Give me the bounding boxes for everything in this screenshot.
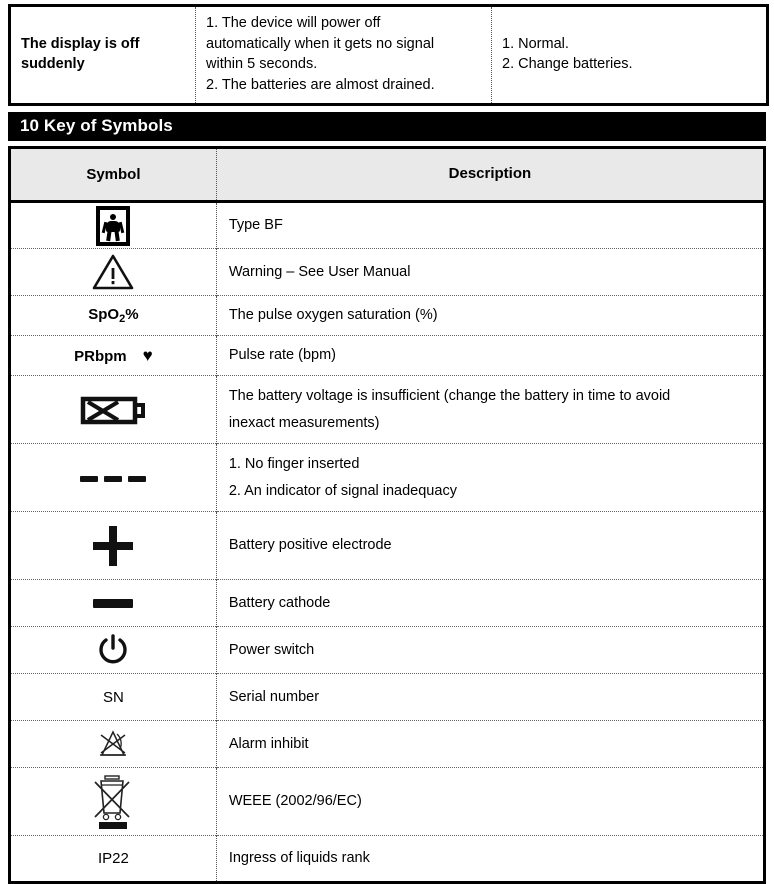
minus-bar-icon (93, 599, 133, 608)
description-line: Power switch (228, 641, 315, 658)
symbol-cell (10, 376, 217, 444)
problem-line: suddenly (21, 56, 85, 73)
troubleshooting-problem-cell (10, 6, 196, 105)
symbol-cell (10, 768, 217, 836)
serial-number-label: SN (102, 688, 124, 706)
troubleshooting-table (8, 4, 769, 106)
solution-line: 2. Change batteries. (502, 56, 633, 73)
description-line: Warning – See User Manual (228, 263, 411, 280)
alarm-inhibit-icon (95, 727, 131, 761)
power-switch-icon (96, 633, 130, 667)
description-line: Pulse rate (bpm) (228, 347, 336, 364)
table-row (10, 512, 765, 580)
description-line: 2. An indicator of signal inadequacy (228, 482, 457, 499)
table-row (10, 202, 765, 249)
description-line: The battery voltage is insufficient (change the battery in time to avoid (228, 387, 671, 404)
column-header-symbol: Symbol (10, 148, 217, 202)
ip22-label: IP22 (97, 850, 129, 868)
table-row (10, 444, 765, 512)
table-row (10, 768, 765, 836)
problem-line: The display is off (21, 35, 140, 52)
plus-icon (93, 526, 133, 566)
description-cell (216, 580, 764, 627)
table-row (10, 376, 765, 444)
description-line: WEEE (2002/96/EC) (228, 793, 362, 810)
symbol-cell (10, 580, 217, 627)
symbol-cell (10, 296, 217, 336)
description-cell (216, 249, 764, 296)
description-line: The pulse oxygen saturation (%) (228, 307, 438, 324)
battery-empty-crossed-icon (80, 393, 146, 427)
section-heading: 10 Key of Symbols (8, 112, 766, 141)
document-page (0, 4, 774, 868)
description-line: Ingress of liquids rank (228, 850, 370, 867)
symbol-cell (10, 249, 217, 296)
symbol-cell (10, 336, 217, 376)
description-cell (216, 627, 764, 674)
table-row (10, 6, 768, 105)
description-line: Alarm inhibit (228, 735, 309, 752)
symbol-cell (10, 627, 217, 674)
troubleshooting-cause-cell (196, 6, 492, 105)
description-cell (216, 674, 764, 721)
cause-line: 1. The device will power off (206, 15, 381, 31)
table-row (10, 580, 765, 627)
symbol-cell (10, 444, 217, 512)
prbpm-label: PRbpm (74, 347, 127, 365)
description-cell (216, 721, 764, 768)
spo2-suffix: % (125, 306, 139, 324)
solution-line: 1. Normal. (502, 35, 569, 52)
column-header-description: Description (216, 148, 764, 202)
description-cell (216, 336, 764, 376)
description-line: Serial number (228, 688, 320, 705)
description-cell (216, 296, 764, 336)
heart-icon: ♥ (142, 345, 153, 365)
description-cell (216, 376, 764, 444)
description-cell (216, 444, 764, 512)
description-line: Type BF (228, 217, 283, 234)
spo2-label (88, 306, 139, 326)
description-cell (216, 836, 764, 883)
table-row (10, 627, 765, 674)
table-row (10, 674, 765, 721)
description-line: 1. No finger inserted (228, 455, 360, 472)
spo2-subscript: 2 (119, 313, 126, 326)
symbol-cell (10, 674, 217, 721)
troubleshooting-solution-cell (492, 6, 768, 105)
table-row (10, 721, 765, 768)
description-line: inexact measurements) (228, 414, 380, 431)
symbol-cell (10, 836, 217, 883)
table-row (10, 296, 765, 336)
symbols-table (8, 146, 766, 884)
table-row (10, 249, 765, 296)
description-line: Battery positive electrode (228, 537, 392, 554)
warning-triangle-icon (92, 253, 134, 291)
symbol-cell (10, 202, 217, 249)
cause-line: automatically when it gets no signal (206, 35, 435, 52)
symbol-cell (10, 721, 217, 768)
cause-line: within 5 seconds. (206, 56, 318, 73)
description-cell (216, 512, 764, 580)
table-row (10, 336, 765, 376)
description-line: Battery cathode (228, 594, 331, 611)
table-header-row (10, 148, 765, 202)
three-dashes-icon (77, 470, 149, 486)
table-row (10, 836, 765, 883)
type-bf-icon (96, 206, 130, 246)
spo2-prefix: SpO (88, 306, 120, 324)
description-cell (216, 768, 764, 836)
description-cell (216, 202, 764, 249)
cause-line: 2. The batteries are almost drained. (206, 76, 435, 93)
symbol-cell (10, 512, 217, 580)
